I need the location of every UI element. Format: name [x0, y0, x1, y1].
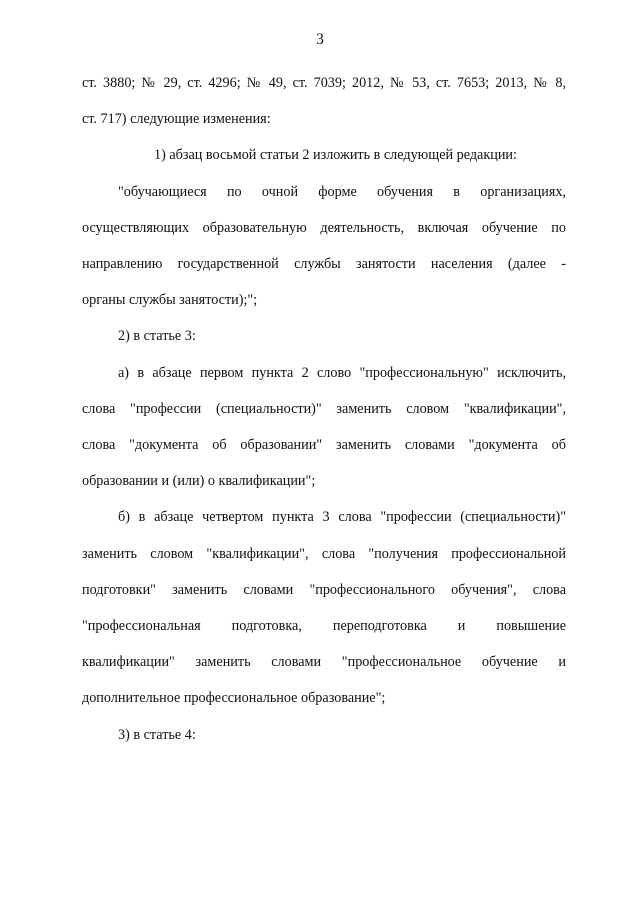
paragraph-line: ст. 3880; № 29, ст. 4296; № 49, ст. 7039; 2012, № 53, ст. 7653; 2013, № 8,: [82, 75, 566, 91]
paragraph-line: 1) абзац восьмой статьи 2 изложить в следующей редакции:: [154, 147, 517, 164]
paragraph-line: органы службы занятости);";: [82, 292, 258, 309]
paragraph-line: квалификации" заменить словами "профессиональное обучение и: [82, 654, 566, 671]
paragraph-line: слова "документа об образовании" заменить словами "документа об: [82, 437, 566, 454]
paragraph-3: [82, 174, 566, 319]
paragraph-line: ст. 717) следующие изменения:: [82, 111, 271, 128]
page-number: 3: [316, 31, 324, 48]
paragraph-line: "обучающиеся по очной форме обучения в организациях,: [118, 183, 566, 200]
paragraph-line: подготовки" заменить словами "профессионального обучения", слова: [82, 581, 566, 598]
paragraph-line: направлению государственной службы занятости населения (далее -: [82, 256, 566, 273]
paragraph-5: [82, 355, 566, 500]
paragraph-line: осуществляющих образовательную деятельность, включая обучение по: [82, 219, 566, 236]
paragraph-line: а) в абзаце первом пункта 2 слово "профессиональную" исключить,: [118, 364, 566, 381]
paragraph-6: [82, 499, 566, 716]
paragraph-1: [82, 65, 566, 137]
paragraph-line: образовании и (или) о квалификации";: [82, 473, 316, 490]
paragraph-line: б) в абзаце четвертом пункта 3 слова "профессии (специальности)": [118, 509, 566, 526]
paragraph-line: слова "профессии (специальности)" заменить словом "квалификации",: [82, 400, 566, 417]
document-body: [82, 65, 566, 753]
paragraph-line: "профессиональная подготовка, переподготовка и повышение: [82, 618, 566, 635]
paragraph-line: заменить словом "квалификации", слова "получения профессиональной: [82, 545, 566, 562]
paragraph-4: [82, 318, 566, 354]
paragraph-line: 3) в статье 4:: [118, 726, 196, 743]
paragraph-2: [82, 137, 566, 173]
paragraph-line: 2) в статье 3:: [118, 328, 196, 345]
paragraph-line: дополнительное профессиональное образование";: [82, 690, 386, 707]
paragraph-7: [82, 717, 566, 753]
